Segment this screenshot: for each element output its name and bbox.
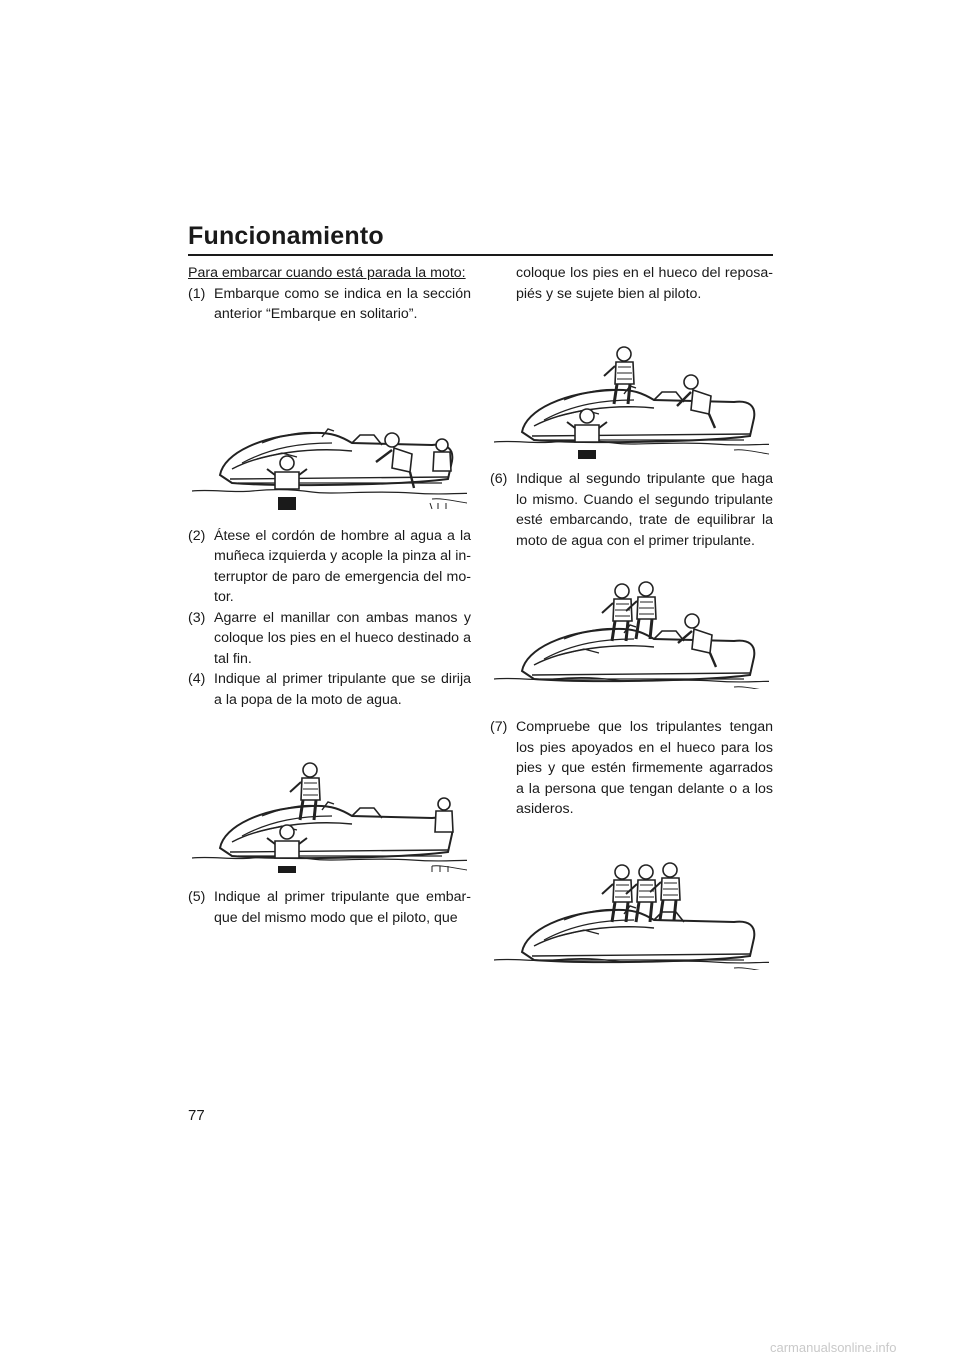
- step-text: Indique al segundo tripulante que haga lo mismo. Cuando el segundo tripulante esté embarcando, trate de equilibrar la moto de agua con el primer tripulante.: [516, 471, 773, 549]
- step-text: Agarre el manillar con ambas manos y coloque los pies en el hueco destinado a tal fin.: [214, 609, 471, 667]
- step-number: (6): [490, 471, 508, 487]
- step-number: (2): [188, 527, 206, 544]
- step-text: Compruebe que los tripulantes tengan los pies apoyados en el hueco para los pies y que estén firmemente agarrados a la persona que tengan delante o a los asideros.: [516, 719, 773, 817]
- step-number: (7): [490, 719, 508, 735]
- right-column: [490, 263, 773, 970]
- watermark: carmanualsonline.info: [770, 1340, 897, 1355]
- step-text: Embarque como se indica en la sección anterior “Embarque en solitario”.: [214, 285, 471, 322]
- step-7: [490, 717, 773, 820]
- step-text: Átese el cordón de hombre al agua a la muñeca izquierda y acople la pinza al in-terruptor de paro de emergencia del mo-tor.: [214, 527, 471, 605]
- step-number: (5): [188, 889, 206, 905]
- step-5-continued: [490, 263, 773, 304]
- left-column: [188, 263, 471, 928]
- illustration-first-passenger-at-stern: [192, 758, 467, 873]
- step-number: (3): [188, 609, 206, 626]
- illustration-pilot-boarding: [192, 385, 467, 510]
- section-subheading: Para embarcar cuando está parada la moto:: [188, 265, 466, 281]
- illustration-all-seated: [494, 860, 769, 970]
- title-rule: [188, 254, 773, 256]
- page-title: Funcionamiento: [188, 222, 384, 250]
- step-3: [188, 608, 471, 670]
- page-number: 77: [188, 1107, 205, 1124]
- step-6: [490, 469, 773, 551]
- step-5: [188, 887, 471, 928]
- step-number: (1): [188, 285, 206, 302]
- illustration-second-passenger-boarding: [494, 579, 769, 689]
- step-1: [188, 284, 471, 325]
- step-4: [188, 669, 471, 710]
- step-2: [188, 526, 471, 608]
- illustration-first-passenger-boarding: [494, 344, 769, 459]
- step-text: Indique al primer tripulante que se dirija a la popa de la moto de agua.: [214, 671, 471, 708]
- step-text: Indique al primer tripulante que embar-que del mismo modo que el piloto, que: [214, 889, 471, 926]
- step-number: (4): [188, 671, 206, 687]
- step-text: coloque los pies en el hueco del reposa-piés y se sujete bien al piloto.: [516, 265, 773, 302]
